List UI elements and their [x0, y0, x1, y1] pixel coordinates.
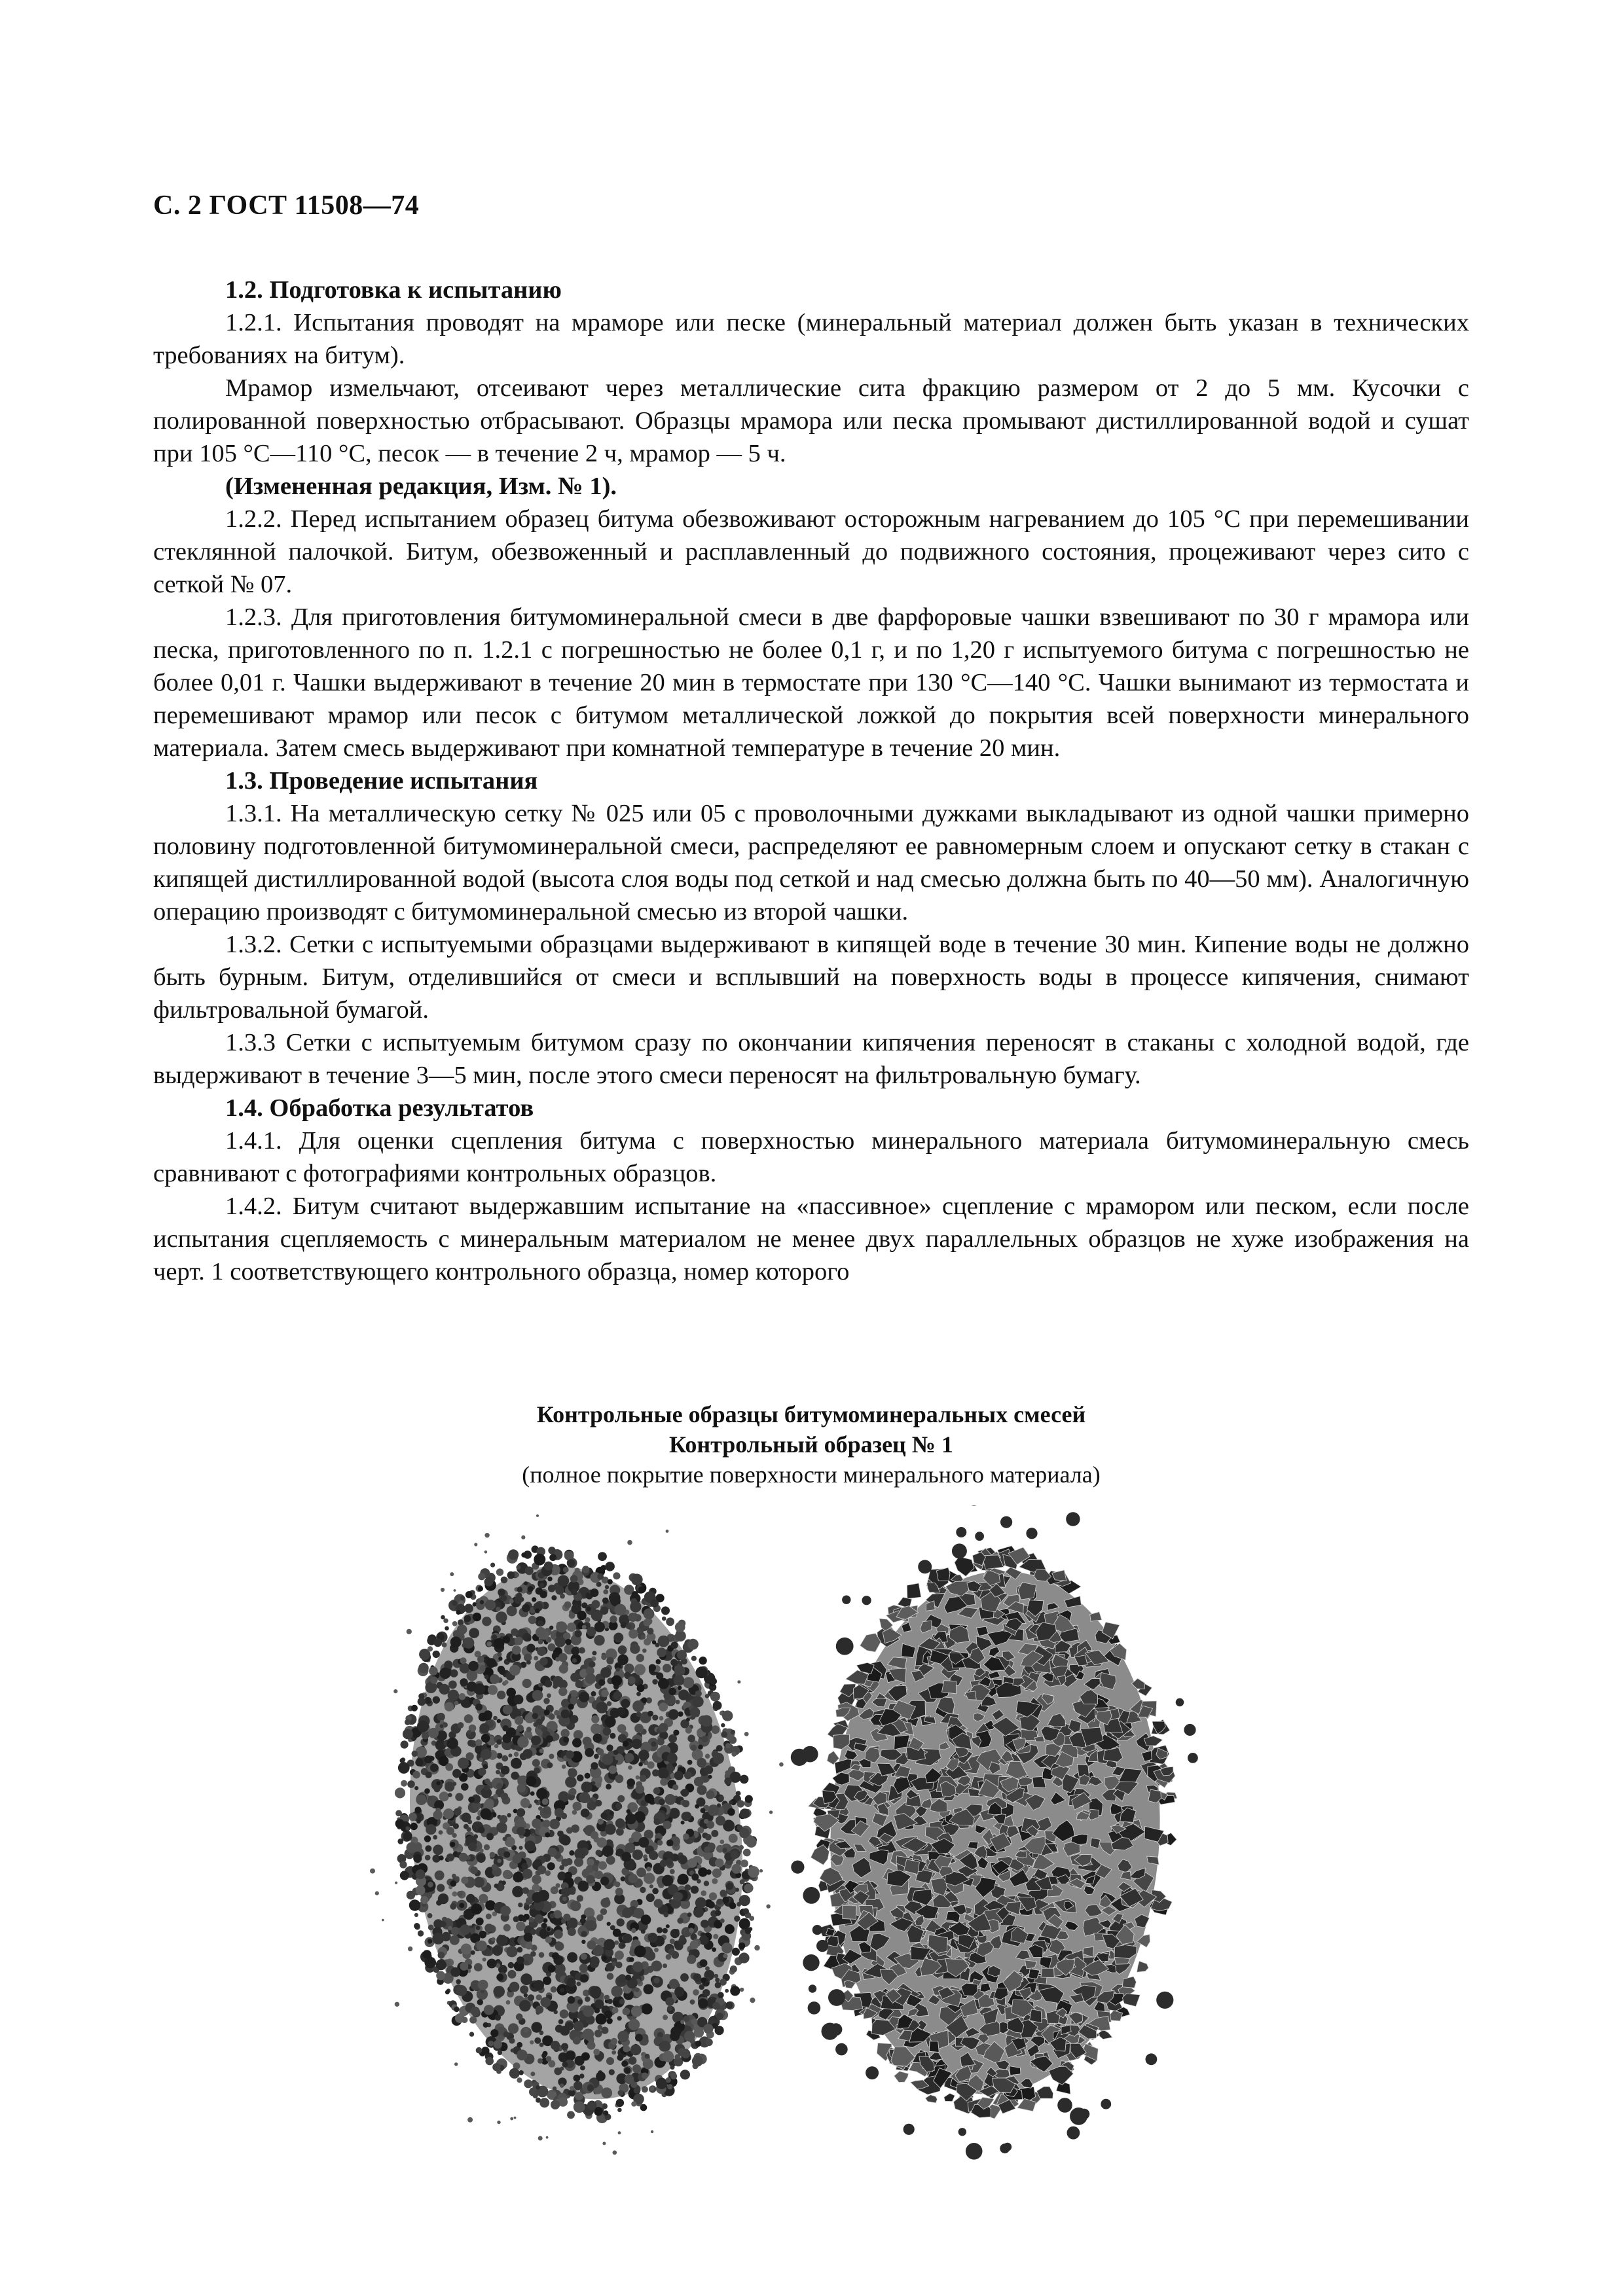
caption-title: Контрольные образцы битумоминеральных смесей [536, 1401, 1086, 1427]
paragraph-marble-prep: Мрамор измельчают, отсеивают через металлические сита фракцию размером от 2 до 5 мм. Кусочки с полированной поверхностью отбрасывают. Образцы мрамора или песка промывают дистиллированной водой и сушат при 105 °С—110 °С, песок — в течение 2 ч, мрамор — 5 ч. [153, 374, 1469, 467]
paragraph-1-4-1: 1.4.1. Для оценки сцепления битума с поверхностью минерального материала битумоминеральную смесь сравнивают с фотографиями контрольных образцов. [153, 1127, 1469, 1187]
revision-note: (Измененная редакция, Изм. № 1). [225, 473, 617, 500]
sample-photos [367, 1505, 1270, 2160]
paragraph-1-2-1: 1.2.1. Испытания проводят на мраморе или песке (минеральный материал должен быть указан в технических требованиях на битум). [153, 309, 1469, 369]
sample-figure [367, 1505, 1270, 2160]
paragraph-1-3-1: 1.3.1. На металлическую сетку № 025 или 05 с проволочными дужками выкладывают из одной чашки примерно половину подготовленной битумоминеральной смеси, распределяют ее равномерным слоем и опускают сетку в стакан с кипящей дистиллированной водой (высота слоя воды под сеткой и над смесью должна быть по 40—50 мм). Аналогичную операцию производят с битумоминеральной смесью из второй чашки. [153, 800, 1469, 925]
paragraph-1-4-2: 1.4.2. Битум считают выдержавшим испытание на «пассивное» сцепление с мрамором или песком, если после испытания сцепляемость с минеральным материалом не менее двух параллельных образцов не хуже изображения на черт. 1 соответствующего контрольного образца, номер которого [153, 1193, 1469, 1285]
section-heading-1-2: 1.2. Подготовка к испытанию [225, 276, 562, 304]
page-header: С. 2 ГОСТ 11508—74 [153, 190, 420, 221]
paragraph-1-2-3: 1.2.3. Для приготовления битумоминеральной смеси в две фарфоровые чашки взвешивают по 30 г мрамора или песка, приготовленного по п. 1.2.1 с погрешностью не более 0,1 г, и по 1,20 г испытуемого битума с погрешностью не более 0,01 г. Чашки выдерживают в течение 20 мин в термостате при 130 °С—140 °С. Чашки вынимают из термостата и перемешивают мрамор или песок с битумом металлической ложкой до покрытия всей поверхности минерального материала. Затем смесь выдерживают при комнатной температуре в течение 20 мин. [153, 603, 1469, 762]
paragraph-1-2-2: 1.2.2. Перед испытанием образец битума обезвоживают осторожным нагреванием до 105 °С при перемешивании стеклянной палочкой. Битум, обезвоженный и расплавленный до подвижного состояния, процеживают через сито с сеткой № 07. [153, 505, 1469, 598]
sand-sample-photo [370, 1505, 784, 2155]
caption-sample: Контрольный образец № 1 [669, 1431, 953, 1458]
paragraph-1-3-3: 1.3.3 Сетки с испытуемым битумом сразу по окончании кипячения переносят в стаканы с холодной водой, где выдерживают в течение 3—5 мин, после этого смеси переносят на фильтровальную бумагу. [153, 1029, 1469, 1089]
marble-sample-photo [791, 1505, 1198, 2160]
section-heading-1-4: 1.4. Обработка результатов [225, 1094, 534, 1122]
body-text [153, 274, 1469, 1288]
caption-note: (полное покрытие поверхности минерального материала) [522, 1462, 1101, 1488]
paragraph-1-3-2: 1.3.2. Сетки с испытуемыми образцами выдерживают в кипящей воде в течение 30 мин. Кипение воды не должно быть бурным. Битум, отделившийся от смеси и всплывший на поверхность воды в процессе кипячения, снимают фильтровальной бумагой. [153, 931, 1469, 1024]
figure-caption [153, 1399, 1469, 1490]
section-heading-1-3: 1.3. Проведение испытания [225, 767, 538, 795]
